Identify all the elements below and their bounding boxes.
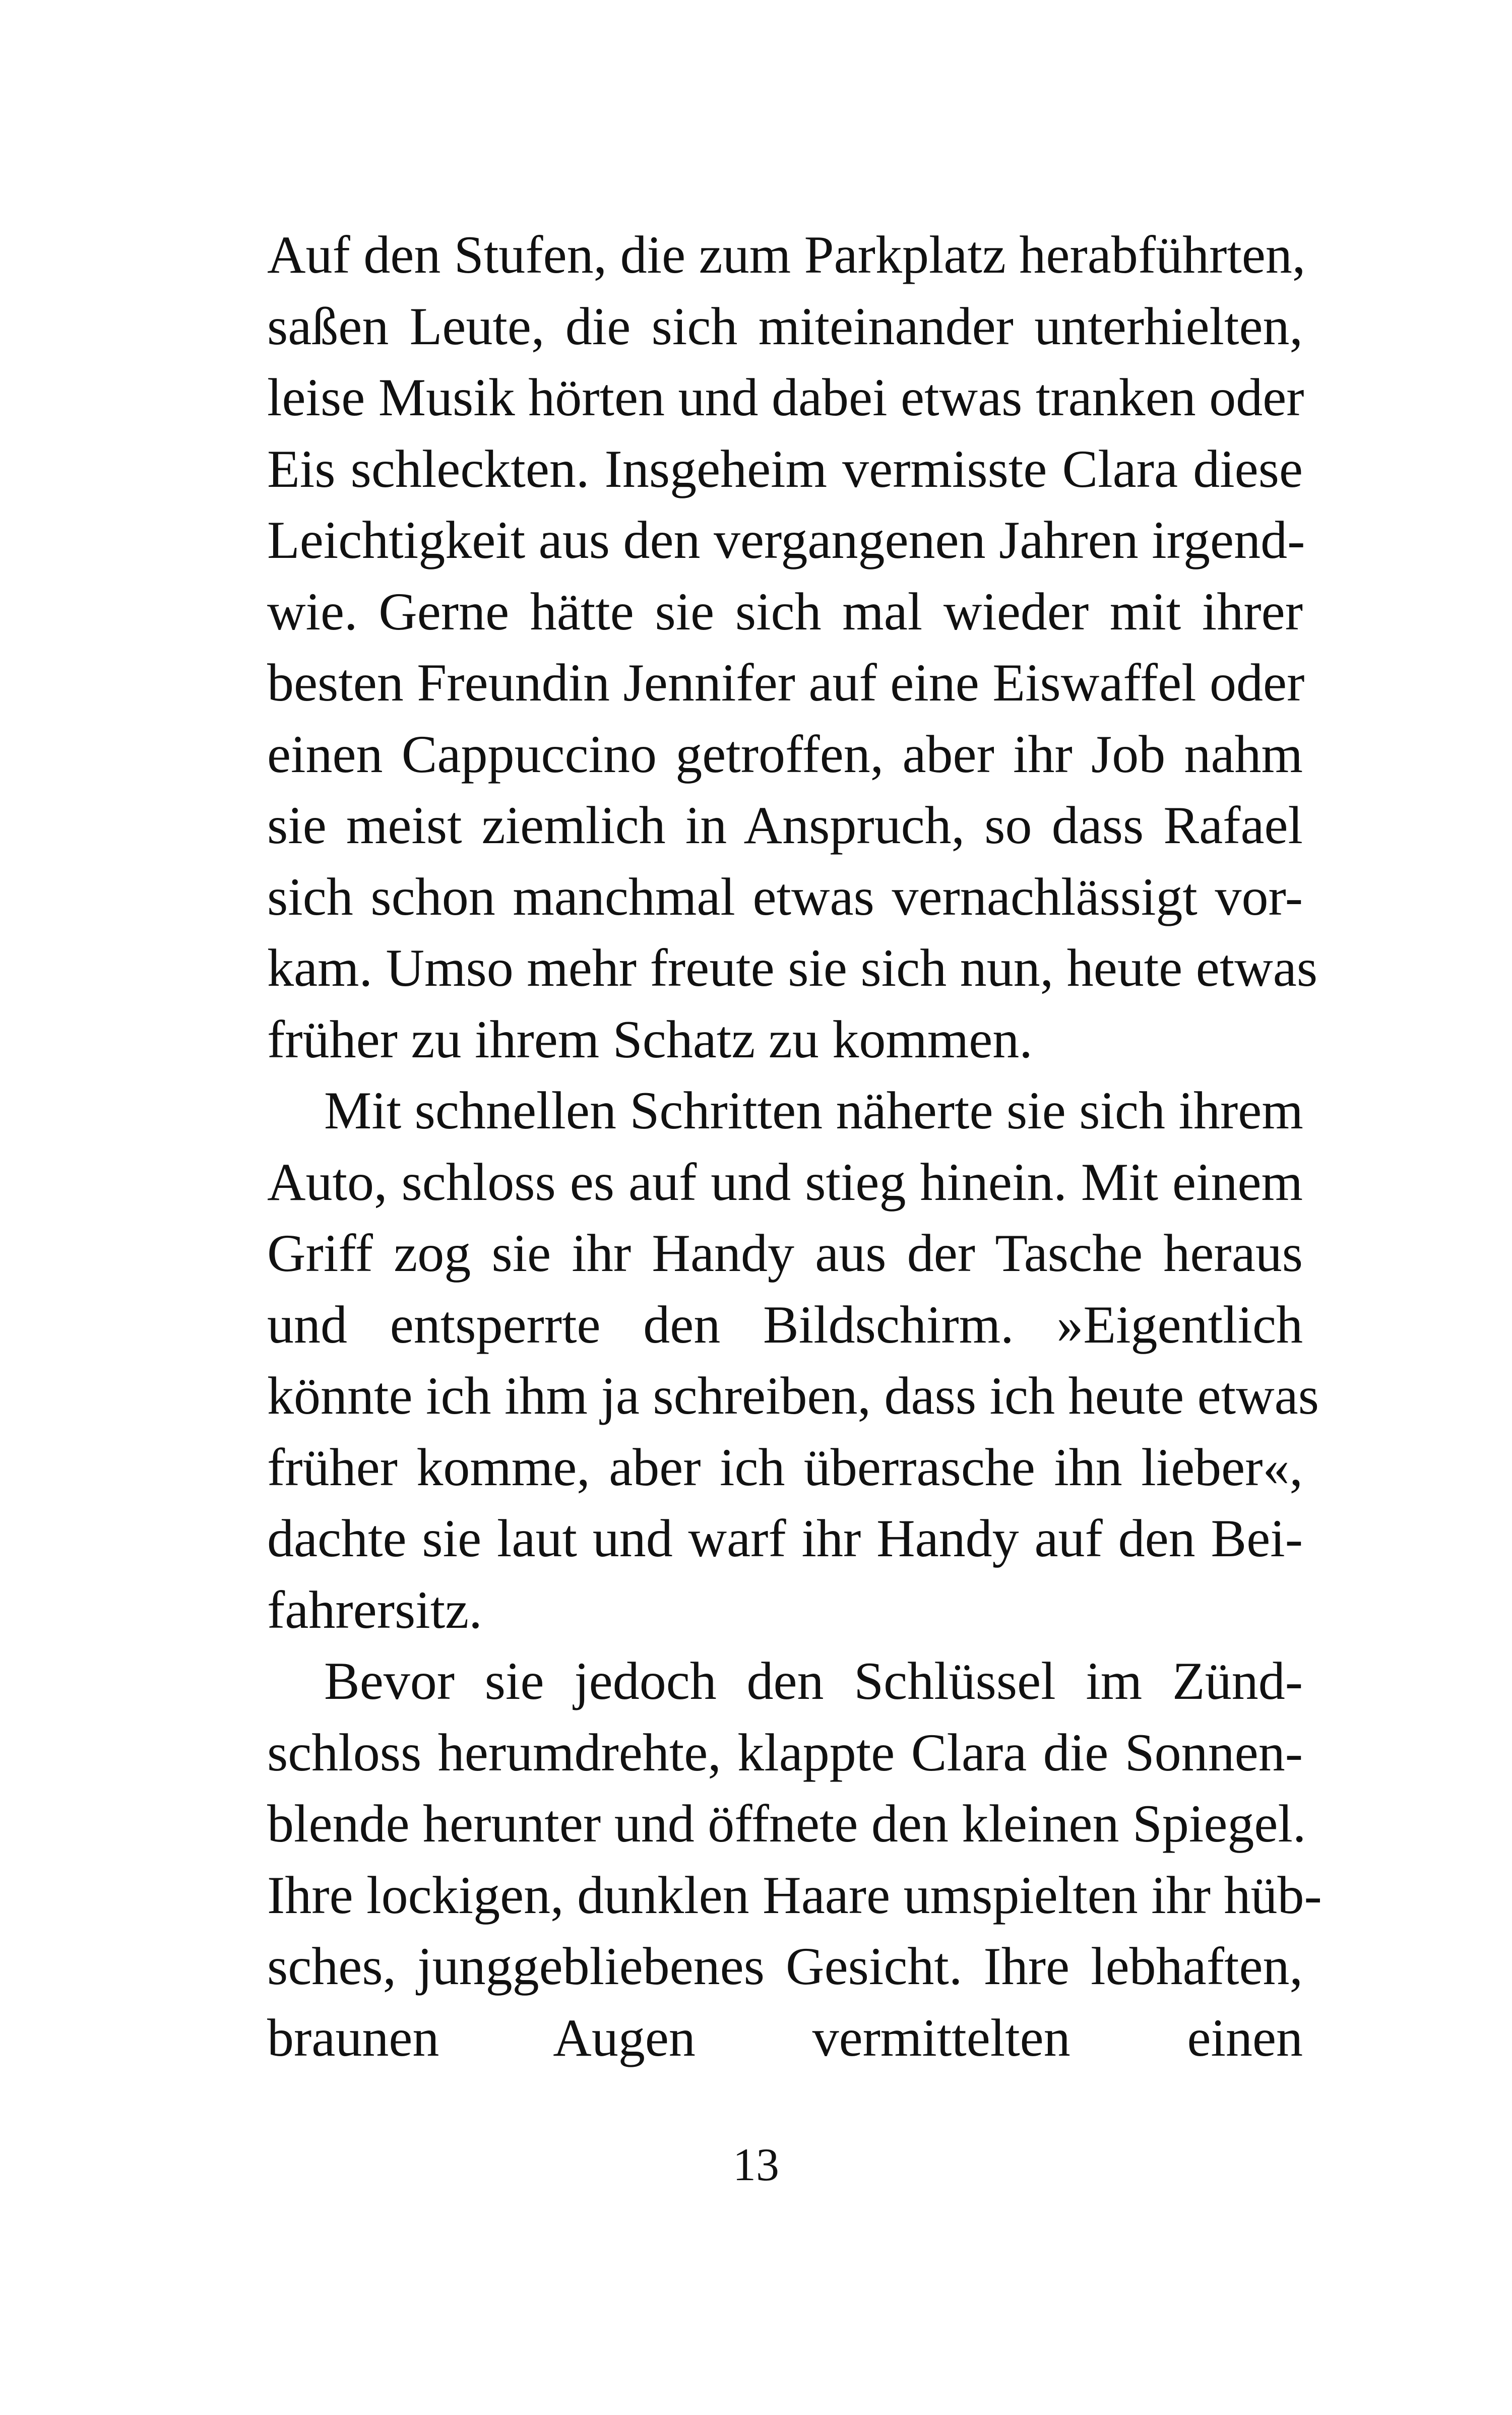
text-line: Auto, schloss es auf und stieg hinein. Mit einem xyxy=(267,1152,1303,1212)
paragraph-end-line: fahrersitz. xyxy=(267,1580,482,1639)
text-line: wie. Gerne hätte sie sich mal wieder mit ihrer xyxy=(267,582,1303,641)
paragraph-end-line: früher zu ihrem Schatz zu kommen. xyxy=(267,1009,1033,1069)
text-line: dachte sie laut und warf ihr Handy auf den Bei- xyxy=(267,1509,1303,1568)
text-line: könnte ich ihm ja schreiben, dass ich heute etwas xyxy=(267,1366,1319,1425)
text-line: und entsperrte den Bildschirm. »Eigentlich xyxy=(267,1295,1303,1354)
paragraph-start-line: Mit schnellen Schritten näherte sie sich ihrem xyxy=(324,1081,1303,1140)
text-line: sich schon manchmal etwas vernachlässigt vor- xyxy=(267,867,1303,926)
text-line: braunen Augen vermittelten einen xyxy=(267,2008,1303,2067)
text-line: Leichtigkeit aus den vergangenen Jahren irgend- xyxy=(267,511,1305,569)
text-line: Ihre lockigen, dunklen Haare umspielten ihr hüb- xyxy=(267,1865,1322,1925)
text-line: sches, junggebliebenes Gesicht. Ihre lebhaften, xyxy=(267,1937,1303,1996)
paragraph-start-line: Bevor sie jedoch den Schlüssel im Zünd- xyxy=(324,1651,1303,1710)
text-line: saßen Leute, die sich miteinander unterhielten, xyxy=(267,296,1303,356)
body-text xyxy=(267,219,1322,2073)
text-line: leise Musik hörten und dabei etwas tranken oder xyxy=(267,368,1304,427)
text-line: Auf den Stufen, die zum Parkplatz herabführten, xyxy=(267,225,1306,284)
text-line: sie meist ziemlich in Anspruch, so dass Rafael xyxy=(267,796,1303,855)
text-line: besten Freundin Jennifer auf eine Eiswaffel oder xyxy=(267,653,1305,712)
text-line: blende herunter und öffnete den kleinen Spiegel. xyxy=(267,1794,1306,1853)
text-line: schloss herumdrehte, klappte Clara die Sonnen- xyxy=(267,1723,1303,1782)
text-line: kam. Umso mehr freute sie sich nun, heute etwas xyxy=(267,938,1318,997)
page-number: 13 xyxy=(733,2139,779,2190)
text-line: Griff zog sie ihr Handy aus der Tasche heraus xyxy=(267,1224,1303,1283)
text-line: einen Cappuccino getroffen, aber ihr Job nahm xyxy=(267,724,1303,784)
text-line: Eis schleckten. Insgeheim vermisste Clara diese xyxy=(267,439,1303,498)
text-line: früher komme, aber ich überrasche ihn lieber«, xyxy=(267,1437,1303,1497)
